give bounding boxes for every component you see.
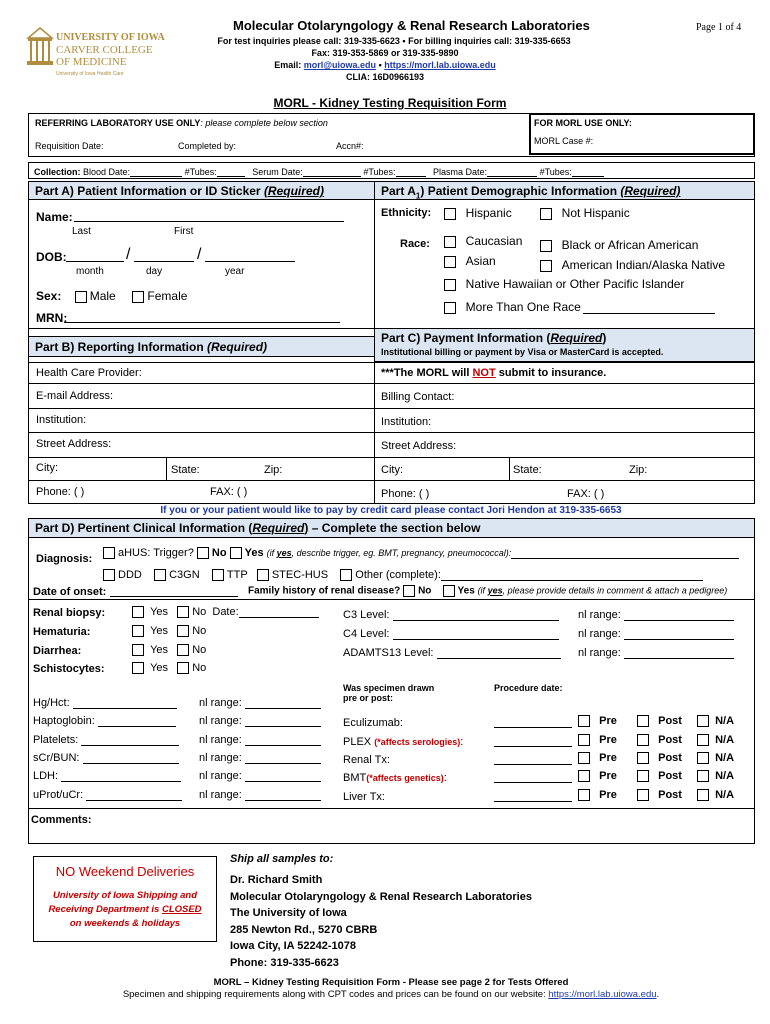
c4-nl-range[interactable]: nl range: (578, 628, 734, 640)
dob-month-field[interactable] (66, 250, 124, 262)
scr-nl-range[interactable]: nl range: (199, 752, 321, 764)
platelets-nl-range[interactable]: nl range: (199, 734, 321, 746)
accn-field[interactable]: Accn#: (336, 141, 364, 151)
diagnosis-label: Diagnosis: (36, 553, 93, 565)
other-checkbox[interactable] (340, 569, 352, 581)
year-caption: year (225, 266, 245, 277)
c3-field[interactable]: C3 Level: (343, 609, 559, 621)
renal-na-checkbox[interactable] (697, 752, 709, 764)
header-clia: CLIA: 16D0966193 (345, 72, 425, 82)
uprot-field[interactable]: uProt/uCr: (33, 789, 182, 801)
procedure-date-label: Procedure date: (494, 683, 563, 693)
hematuria-no-checkbox[interactable] (177, 625, 189, 637)
b-street-field[interactable]: Street Address: (36, 438, 112, 450)
weekend-line-3: on weekends & holidays (69, 918, 181, 929)
renal-pre-checkbox[interactable] (578, 752, 590, 764)
requisition-date-field[interactable]: Requisition Date: (35, 141, 104, 151)
adamts-nl-range[interactable]: nl range: (578, 647, 734, 659)
ecu-post-checkbox[interactable] (637, 715, 649, 727)
logo-line-3: OF MEDICINE (56, 56, 127, 68)
c-institution-field[interactable]: Institution: (381, 416, 432, 428)
hapto-nl-range[interactable]: nl range: (199, 715, 321, 727)
ship-address: Dr. Richard Smith Molecular Otolaryngology & Renal Research Laboratories The University of Iowa 285 Newton Rd., 5270 CBRB Iowa City, IA 52242-1078 Phone: 319-335-6623 (230, 874, 532, 969)
c-city-field[interactable]: City: (381, 464, 403, 476)
male-checkbox[interactable] (75, 291, 87, 303)
day-caption: day (146, 266, 163, 277)
footer-line-1: MORL – Kidney Testing Requisition Form - Please see page 2 for Tests Offered (213, 977, 569, 988)
liver-na-checkbox[interactable] (697, 789, 709, 801)
bmt-label: BMT(*affects genetics): (343, 772, 447, 784)
schisto-no-checkbox[interactable] (177, 662, 189, 674)
diarrhea-no-checkbox[interactable] (177, 644, 189, 656)
scr-bun-field[interactable]: sCr/BUN: (33, 752, 179, 764)
diarrhea-yes-checkbox[interactable] (132, 644, 144, 656)
weekend-box (33, 856, 217, 942)
ethnicity-label: Ethnicity: (381, 207, 432, 219)
ahus-checkbox[interactable] (103, 547, 115, 559)
c3-nl-range[interactable]: nl range: (578, 609, 734, 621)
biopsy-no-checkbox[interactable] (177, 606, 189, 618)
name-field[interactable] (74, 210, 344, 222)
part-a1-header: Part $A_1$) Patient Demographic Information (Required) (374, 181, 755, 200)
header-email: Email: morl@uiowa.edu • https://morl.lab.uiowa.edu (274, 60, 496, 70)
renal-tx-date-field[interactable] (494, 753, 572, 765)
b-institution-field[interactable]: Institution: (36, 414, 87, 426)
weekend-line-1: University of Iowa Shipping and (52, 890, 198, 901)
ldh-nl-range[interactable]: nl range: (199, 770, 321, 782)
part-c-header: Part C) Payment Information (Required) Institutional billing or payment by Visa or MasterCard is accepted. (374, 328, 755, 362)
comments-field[interactable] (100, 810, 750, 840)
comments-label: Comments: (31, 814, 92, 826)
race-label: Race: (400, 238, 430, 250)
plex-label: PLEX (*affects serologies): (343, 736, 464, 748)
insurance-note: ***The MORL will NOT submit to insurance. (381, 367, 607, 379)
lab-title: Molecular Otolaryngology & Renal Research Laboratories (233, 18, 590, 33)
hg-nl-range[interactable]: nl range: (199, 697, 321, 709)
onset-label: Date of onset: (33, 586, 107, 598)
email-field[interactable]: E-mail Address: (36, 390, 114, 402)
last-caption: Last (72, 226, 91, 237)
liver-date-field[interactable] (494, 790, 572, 802)
ldh-field[interactable]: LDH: (33, 770, 181, 782)
native-hawaiian-checkbox[interactable] (444, 279, 456, 291)
b-phone-field[interactable]: Phone: ( ) (36, 486, 85, 498)
morl-use-label: FOR MORL USE ONLY: (534, 118, 632, 128)
mrn-field[interactable] (64, 311, 340, 323)
liver-post-checkbox[interactable] (637, 789, 649, 801)
dob-year-field[interactable] (205, 250, 295, 262)
black-checkbox[interactable] (540, 240, 552, 252)
email-link[interactable]: morl@uiowa.edu (303, 60, 377, 70)
plex-date-field[interactable] (494, 735, 572, 747)
c-phone-field[interactable]: Phone: ( ) (381, 488, 430, 500)
drawn-label: Was specimen drawn pre or post: (343, 683, 435, 703)
platelets-field[interactable]: Platelets: (33, 734, 179, 746)
part-d-header: Part D) Pertinent Clinical Information (Required) – Complete the section below (28, 518, 755, 538)
plex-na-checkbox[interactable] (697, 734, 709, 746)
provider-field[interactable]: Health Care Provider: (36, 367, 142, 379)
b-state-field[interactable]: State: (171, 464, 200, 476)
name-label: Name: (36, 210, 73, 224)
part-a-header: Part A) Patient Information or ID Sticker (Required) (28, 181, 375, 200)
american-indian-checkbox[interactable] (540, 260, 552, 272)
more-than-one-race-checkbox[interactable] (444, 302, 456, 314)
renal-tx-label: Renal Tx: (343, 754, 390, 766)
logo-line-2: CARVER COLLEGE (56, 44, 153, 56)
eculizumab-label: Eculizumab: (343, 717, 403, 729)
c3gn-checkbox[interactable] (154, 569, 166, 581)
billing-contact-field[interactable]: Billing Contact: (381, 391, 455, 403)
logo-line-4: University of Iowa Health Care (56, 71, 124, 77)
dob-label: DOB: (36, 250, 67, 264)
sex-row: Sex: Male Female (36, 289, 188, 303)
first-caption: First (174, 226, 194, 237)
hg-field[interactable]: Hg/Hct: (33, 697, 177, 709)
onset-field[interactable] (110, 585, 238, 597)
bmt-na-checkbox[interactable] (697, 770, 709, 782)
referring-label: REFERRING LABORATORY USE ONLY: please complete below section (35, 118, 328, 128)
c-zip-field[interactable]: Zip: (629, 464, 648, 476)
ttp-checkbox[interactable] (212, 569, 224, 581)
renal-post-checkbox[interactable] (637, 752, 649, 764)
ship-title: Ship all samples to: (230, 853, 334, 865)
month-caption: month (76, 266, 104, 277)
c4-field[interactable]: C4 Level: (343, 628, 559, 640)
page-number: Page 1 of 4 (696, 22, 742, 33)
weekend-line-2: Receiving Department is CLOSED (48, 904, 202, 915)
bmt-post-checkbox[interactable] (637, 770, 649, 782)
b-city-field[interactable]: City: (36, 462, 58, 474)
female-checkbox[interactable] (132, 291, 144, 303)
collection-fields[interactable]: Collection: Blood Date: #Tubes: Serum Date: #Tubes: Plasma Date: #Tubes: (34, 167, 604, 177)
schistocytes-label: Schistocytes: (33, 663, 105, 675)
uprot-nl-range[interactable]: nl range: (199, 789, 321, 801)
caucasian-checkbox[interactable] (444, 236, 456, 248)
diarrhea-label: Diarrhea: (33, 645, 82, 657)
bmt-pre-checkbox[interactable] (578, 770, 590, 782)
ahus-yes-checkbox[interactable] (230, 547, 242, 559)
header-fax: Fax: 319-353-5869 or 319-335-9890 (311, 48, 459, 58)
renal-biopsy-label: Renal biopsy: (33, 607, 106, 619)
b-zip-field[interactable]: Zip: (264, 464, 283, 476)
liver-tx-label: Liver Tx: (343, 791, 385, 803)
part-b-header: Part B) Reporting Information (Required) (28, 336, 375, 357)
liver-pre-checkbox[interactable] (578, 789, 590, 801)
haptoglobin-field[interactable]: Haptoglobin: (33, 715, 176, 727)
completed-by-field[interactable]: Completed by: (178, 141, 237, 151)
credit-card-note: If you or your patient would like to pay by credit card please contact Jori Hendon at 319-335-6653 (160, 505, 622, 516)
footer-website-link[interactable]: https://morl.lab.uiowa.edu (548, 989, 657, 1000)
bmt-date-field[interactable] (494, 771, 572, 783)
form-title: MORL - Kidney Testing Requisition Form (273, 96, 507, 110)
ecu-na-checkbox[interactable] (697, 715, 709, 727)
adamts13-field[interactable]: ADAMTS13 Level: (343, 647, 561, 659)
c-state-field[interactable]: State: (513, 464, 542, 476)
logo-line-1: UNIVERSITY OF IOWA (56, 32, 165, 43)
plex-post-checkbox[interactable] (637, 734, 649, 746)
ahus-no-checkbox[interactable] (197, 547, 209, 559)
c-street-field[interactable]: Street Address: (381, 440, 457, 452)
ddd-checkbox[interactable] (103, 569, 115, 581)
hematuria-label: Hematuria: (33, 626, 91, 638)
family-no-checkbox[interactable] (403, 585, 415, 597)
weekend-title: NO Weekend Deliveries (55, 864, 195, 879)
hispanic-checkbox[interactable] (444, 208, 456, 220)
b-fax-field[interactable]: FAX: ( ) (210, 486, 248, 498)
ecu-pre-checkbox[interactable] (578, 715, 590, 727)
stec-hus-checkbox[interactable] (257, 569, 269, 581)
mrn-label: MRN: (36, 311, 68, 325)
plex-pre-checkbox[interactable] (578, 734, 590, 746)
schisto-yes-checkbox[interactable] (132, 662, 144, 674)
footer-line-2: Specimen and shipping requirements along with CPT codes and prices can be found on our website: https://morl.lab.uiowa.edu. (122, 989, 660, 1000)
family-yes-checkbox[interactable] (443, 585, 455, 597)
dob-day-field[interactable] (134, 250, 194, 262)
morl-case-field[interactable]: MORL Case #: (534, 136, 594, 146)
ecu-date-field[interactable] (494, 716, 572, 728)
header-inquiries: For test inquiries please call: 319-335-6623 • For billing inquiries call: 319-335-6653 (217, 36, 571, 46)
asian-checkbox[interactable] (444, 256, 456, 268)
hematuria-yes-checkbox[interactable] (132, 625, 144, 637)
c-fax-field[interactable]: FAX: ( ) (567, 488, 605, 500)
biopsy-yes-checkbox[interactable] (132, 606, 144, 618)
not-hispanic-checkbox[interactable] (540, 208, 552, 220)
website-link[interactable]: https://morl.lab.uiowa.edu (384, 60, 496, 70)
